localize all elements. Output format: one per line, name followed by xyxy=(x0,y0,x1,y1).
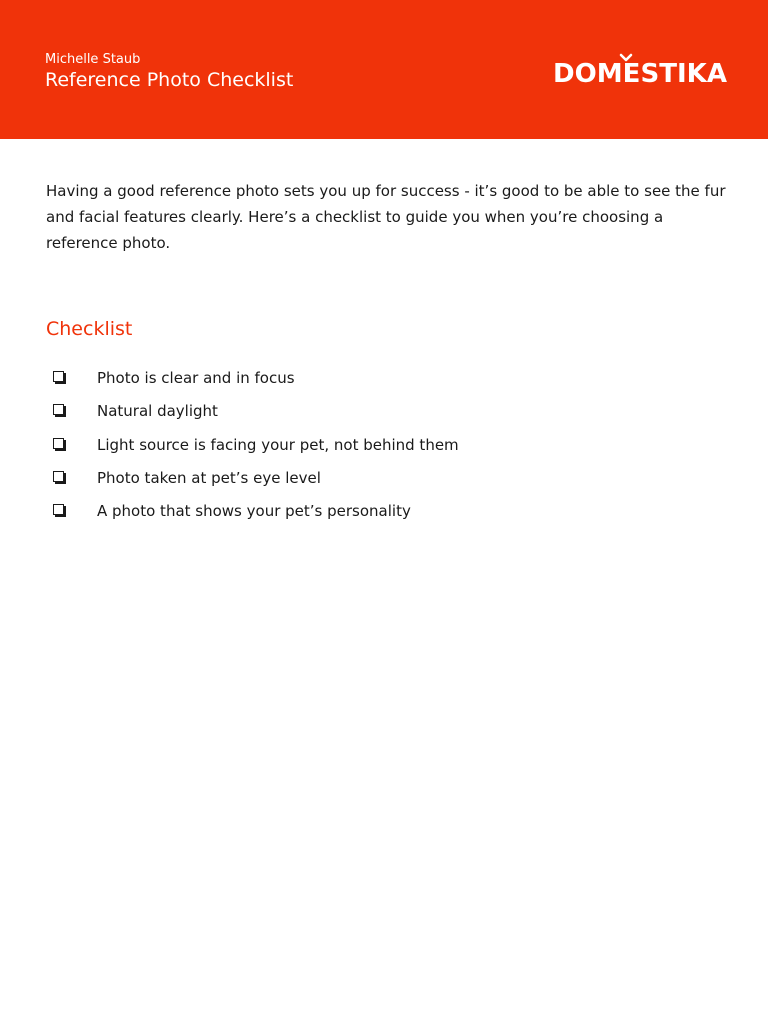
checklist-item-label: Natural daylight xyxy=(97,402,218,421)
checklist-item-label: Photo is clear and in focus xyxy=(97,369,295,387)
author-name: Michelle Staub xyxy=(45,52,141,67)
intro-paragraph: Having a good reference photo sets you up for success - it’s good to be able to see the fur and facial features clearly. Here’s a checklist to guide you when you’re choosing a reference photo. xyxy=(46,182,726,252)
checkbox-icon[interactable] xyxy=(53,471,64,482)
checklist-item-label: A photo that shows your pet’s personality xyxy=(97,502,411,521)
checklist-item xyxy=(0,363,768,396)
checklist-heading: Checklist xyxy=(46,318,133,340)
checkbox-icon[interactable] xyxy=(53,438,64,449)
domestika-logo xyxy=(553,52,729,88)
checklist-item xyxy=(0,396,768,429)
checkbox-icon[interactable] xyxy=(53,371,64,382)
checkbox-icon[interactable] xyxy=(53,404,64,415)
header-banner xyxy=(0,0,768,139)
checklist-item xyxy=(0,496,768,529)
logo-text: DOMESTIKA xyxy=(553,59,727,88)
document-title: Reference Photo Checklist xyxy=(45,69,294,91)
checklist-item xyxy=(0,463,768,496)
checkbox-icon[interactable] xyxy=(53,504,64,515)
checklist xyxy=(0,363,768,529)
checklist-item-label: Photo taken at pet’s eye level xyxy=(97,468,321,487)
checklist-item xyxy=(0,430,768,463)
checklist-item-label: Light source is facing your pet, not behind them xyxy=(97,435,459,454)
